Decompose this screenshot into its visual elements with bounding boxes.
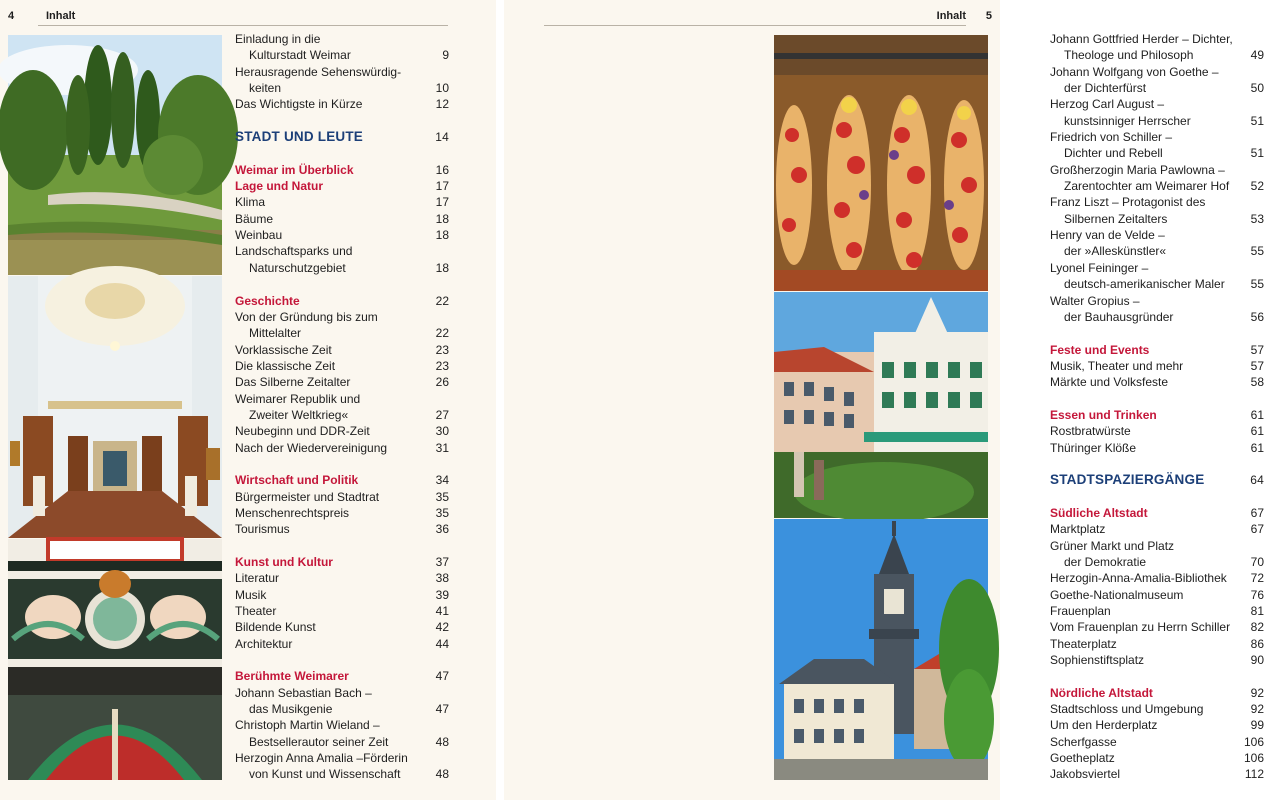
toc-page-number: 64 bbox=[1250, 473, 1264, 488]
toc-entry bbox=[1050, 276, 1264, 292]
right-page bbox=[504, 0, 1264, 800]
toc-entry-title: Kulturstadt Weimar bbox=[249, 48, 351, 63]
toc-entry-title: Klima bbox=[235, 195, 266, 210]
toc-chapter-heading bbox=[1050, 472, 1264, 488]
toc-entry-title: Berühmte Weimarer bbox=[235, 669, 349, 684]
toc-entry-title: Essen und Trinken bbox=[1050, 407, 1157, 422]
toc-page-number: 37 bbox=[435, 555, 449, 569]
toc-entry-title: Johann Sebastian Bach – bbox=[235, 685, 372, 700]
toc-entry bbox=[235, 374, 449, 390]
toc-page-number: 49 bbox=[1250, 48, 1264, 63]
toc-entry-title: kunstsinniger Herrscher bbox=[1064, 113, 1191, 128]
toc-page-number: 76 bbox=[1250, 587, 1264, 602]
toc-entry bbox=[235, 423, 449, 439]
toc-entry-title: Mittelalter bbox=[249, 326, 302, 341]
toc-entry bbox=[235, 489, 449, 505]
toc-entry-title: Herausragende Sehenswürdig- bbox=[235, 64, 402, 79]
toc-entry bbox=[1050, 178, 1264, 194]
toc-entry-title: Menschenrechtspreis bbox=[235, 505, 350, 520]
toc-entry-title: Das Wichtigste in Kürze bbox=[235, 97, 363, 112]
toc-entry bbox=[1050, 554, 1264, 570]
toc-entry-title: Jakobsviertel bbox=[1050, 767, 1121, 782]
toc-page-number: 22 bbox=[435, 293, 449, 308]
toc-entry-title: Lage und Natur bbox=[235, 179, 324, 194]
toc-page-number: 14 bbox=[435, 130, 449, 145]
toc-entry-title: das Musikgenie bbox=[249, 702, 333, 717]
toc-entry bbox=[1050, 243, 1264, 259]
toc-page-number: 47 bbox=[435, 702, 449, 717]
toc-entry-title: Herzogin-Anna-Amalia-Bibliothek bbox=[1050, 571, 1227, 586]
toc-entry bbox=[1050, 96, 1264, 112]
toc-entry-title: Wirtschaft und Politik bbox=[235, 473, 359, 488]
toc-page-number: 26 bbox=[435, 375, 449, 390]
toc-section-heading bbox=[1050, 342, 1264, 358]
castle-tower-photo bbox=[774, 519, 988, 780]
toc-entry-title: Vorklassische Zeit bbox=[235, 342, 332, 357]
toc-page-number: 70 bbox=[1250, 555, 1264, 569]
market-stall-photo bbox=[774, 35, 988, 291]
toc-spacer bbox=[1050, 456, 1264, 472]
ornament-photo bbox=[8, 539, 222, 780]
toc-entry-title: Walter Gropius – bbox=[1050, 293, 1140, 308]
toc-page-number: 82 bbox=[1250, 620, 1264, 635]
toc-entry bbox=[1050, 766, 1264, 782]
toc-page-number: 38 bbox=[435, 571, 449, 586]
toc-entry bbox=[1050, 619, 1264, 635]
toc-entry-title: STADT UND LEUTE bbox=[235, 129, 363, 145]
toc-section-heading bbox=[1050, 685, 1264, 701]
toc-entry bbox=[235, 685, 449, 701]
toc-entry-title: Südliche Altstadt bbox=[1050, 505, 1148, 520]
right-page-number: 5 bbox=[985, 10, 992, 22]
toc-section-heading bbox=[235, 472, 449, 488]
toc-page-number: 61 bbox=[1250, 407, 1264, 422]
toc-entry-title: Zarentochter am Weimarer Hof bbox=[1064, 179, 1230, 194]
toc-page-number: 48 bbox=[435, 767, 449, 782]
toc-page-number: 55 bbox=[1250, 277, 1264, 292]
toc-entry bbox=[1050, 440, 1264, 456]
toc-page-number: 57 bbox=[1250, 342, 1264, 357]
toc-page-number: 30 bbox=[435, 424, 449, 439]
toc-entry-title: STADTSPAZIERGÄNGE bbox=[1050, 472, 1205, 488]
toc-entry bbox=[235, 636, 449, 652]
toc-entry bbox=[1050, 113, 1264, 129]
toc-entry-title: deutsch-amerikanischer Maler bbox=[1064, 277, 1225, 292]
toc-page-number: 99 bbox=[1250, 718, 1264, 733]
toc-spacer bbox=[1050, 391, 1264, 407]
toc-entry bbox=[1050, 129, 1264, 145]
toc-entry-title: Feste und Events bbox=[1050, 342, 1150, 357]
toc-page-number: 18 bbox=[435, 228, 449, 243]
toc-entry-title: Goethe-Nationalmuseum bbox=[1050, 587, 1184, 602]
toc-entry-title: Die klassische Zeit bbox=[235, 358, 336, 373]
toc-spacer bbox=[235, 276, 449, 292]
toc-entry bbox=[235, 194, 449, 210]
toc-entry-title: der Bauhausgründer bbox=[1064, 309, 1174, 324]
toc-section-heading bbox=[235, 162, 449, 178]
toc-page-number: 67 bbox=[1250, 505, 1264, 520]
toc-entry bbox=[1050, 293, 1264, 309]
toc-entry bbox=[235, 227, 449, 243]
toc-page-number: 44 bbox=[435, 636, 449, 651]
toc-page-number: 12 bbox=[435, 97, 449, 112]
toc-entry bbox=[1050, 717, 1264, 733]
toc-page-number: 106 bbox=[1243, 751, 1264, 766]
toc-entry-title: Goetheplatz bbox=[1050, 751, 1115, 766]
left-page bbox=[0, 0, 496, 800]
toc-entry bbox=[235, 96, 449, 112]
right-running-title: Inhalt bbox=[936, 10, 966, 22]
toc-entry bbox=[235, 619, 449, 635]
toc-entry bbox=[235, 358, 449, 374]
toc-entry-title: Scherfgasse bbox=[1050, 734, 1117, 749]
toc-entry-title: Nach der Wiedervereinigung bbox=[235, 440, 388, 455]
toc-page-number: 90 bbox=[1250, 653, 1264, 668]
toc-entry-title: Grüner Markt und Platz bbox=[1050, 538, 1175, 553]
toc-entry bbox=[235, 64, 449, 80]
toc-page-number: 92 bbox=[1250, 702, 1264, 717]
toc-entry bbox=[235, 750, 449, 766]
toc-entry bbox=[235, 603, 449, 619]
left-page-number: 4 bbox=[8, 10, 15, 22]
toc-entry-title: Das Silberne Zeitalter bbox=[235, 375, 351, 390]
toc-entry-title: Franz Liszt – Protagonist des bbox=[1050, 195, 1206, 210]
toc-page-number: 58 bbox=[1250, 375, 1264, 390]
toc-page-number: 53 bbox=[1250, 211, 1264, 226]
toc-page-number: 56 bbox=[1250, 309, 1264, 324]
toc-entry-title: Bäume bbox=[235, 211, 274, 226]
toc-entry bbox=[235, 587, 449, 603]
toc-page-number: 50 bbox=[1250, 81, 1264, 96]
toc-page-number: 17 bbox=[435, 195, 449, 210]
toc-page-number: 51 bbox=[1250, 146, 1264, 161]
toc-entry-title: Nördliche Altstadt bbox=[1050, 685, 1153, 700]
toc-spacer bbox=[235, 538, 449, 554]
toc-section-heading bbox=[1050, 407, 1264, 423]
toc-entry bbox=[235, 342, 449, 358]
toc-section-heading bbox=[235, 668, 449, 684]
toc-entry bbox=[1050, 227, 1264, 243]
toc-entry bbox=[1050, 309, 1264, 325]
toc-entry-title: Johann Wolfgang von Goethe – bbox=[1050, 64, 1219, 79]
toc-left-column bbox=[235, 31, 449, 783]
toc-entry-title: Johann Gottfried Herder – Dichter, bbox=[1050, 32, 1233, 46]
toc-entry-title: Christoph Martin Wieland – bbox=[235, 718, 380, 733]
toc-entry-title: Bürgermeister und Stadtrat bbox=[235, 489, 380, 504]
toc-page-number: 61 bbox=[1250, 424, 1264, 439]
toc-entry bbox=[1050, 260, 1264, 276]
park-photo bbox=[8, 35, 222, 275]
toc-entry-title: der Demokratie bbox=[1064, 555, 1147, 569]
toc-entry bbox=[1050, 750, 1264, 766]
toc-entry bbox=[235, 325, 449, 341]
toc-page-number: 23 bbox=[435, 342, 449, 357]
toc-entry-title: Um den Herderplatz bbox=[1050, 718, 1158, 733]
toc-page-number: 17 bbox=[435, 179, 449, 194]
toc-entry bbox=[1050, 603, 1264, 619]
toc-entry bbox=[1050, 64, 1264, 80]
toc-page-number: 16 bbox=[435, 162, 449, 177]
toc-entry bbox=[235, 80, 449, 96]
toc-entry-title: Theaterplatz bbox=[1050, 636, 1117, 651]
toc-entry-title: Weimarer Republik und bbox=[235, 391, 361, 406]
toc-entry-title: Rostbratwürste bbox=[1050, 424, 1131, 439]
toc-entry bbox=[1050, 374, 1264, 390]
toc-spacer bbox=[235, 652, 449, 668]
toc-page-number: 18 bbox=[435, 211, 449, 226]
toc-page-number: 67 bbox=[1250, 522, 1264, 537]
toc-spacer bbox=[1050, 325, 1264, 341]
toc-entry bbox=[1050, 652, 1264, 668]
left-running-title: Inhalt bbox=[46, 10, 76, 22]
toc-entry bbox=[235, 717, 449, 733]
toc-entry-title: Zweiter Weltkrieg« bbox=[249, 407, 349, 422]
toc-entry bbox=[1050, 701, 1264, 717]
toc-page-number: 39 bbox=[435, 587, 449, 602]
toc-entry-title: Vom Frauenplan zu Herrn Schiller bbox=[1050, 620, 1231, 635]
toc-entry-title: Bildende Kunst bbox=[235, 620, 316, 635]
toc-entry bbox=[1050, 162, 1264, 178]
toc-section-heading bbox=[235, 293, 449, 309]
toc-page-number: 42 bbox=[435, 620, 449, 635]
toc-page-number: 81 bbox=[1250, 604, 1264, 619]
toc-entry bbox=[235, 570, 449, 586]
toc-page-number: 47 bbox=[435, 669, 449, 684]
toc-entry bbox=[1050, 145, 1264, 161]
toc-spacer bbox=[1050, 489, 1264, 505]
toc-entry-title: Von der Gründung bis zum bbox=[235, 309, 378, 324]
toc-section-heading bbox=[235, 554, 449, 570]
toc-page-number: 52 bbox=[1250, 179, 1264, 194]
toc-spacer bbox=[235, 456, 449, 472]
toc-entry-title: Weinbau bbox=[235, 228, 283, 243]
toc-entry-title: Silbernen Zeitalters bbox=[1064, 211, 1168, 226]
toc-entry-title: Stadtschloss und Umgebung bbox=[1050, 702, 1204, 717]
toc-entry-title: von Kunst und Wissenschaft bbox=[249, 767, 401, 782]
toc-right-column bbox=[1050, 31, 1264, 783]
toc-entry-title: Musik bbox=[235, 587, 267, 602]
right-header-rule bbox=[544, 25, 966, 26]
toc-entry-title: Herzogin Anna Amalia –Förderin bbox=[235, 751, 408, 766]
toc-page-number: 55 bbox=[1250, 244, 1264, 259]
toc-page-number: 27 bbox=[435, 407, 449, 422]
toc-spacer bbox=[235, 113, 449, 129]
toc-entry bbox=[1050, 570, 1264, 586]
toc-entry-title: Henry van de Velde – bbox=[1050, 228, 1165, 243]
toc-section-heading bbox=[235, 178, 449, 194]
toc-entry-title: Literatur bbox=[235, 571, 280, 586]
toc-entry-title: Friedrich von Schiller – bbox=[1050, 130, 1173, 145]
toc-page-number: 36 bbox=[435, 522, 449, 537]
toc-spacer bbox=[1050, 668, 1264, 684]
toc-entry bbox=[1050, 47, 1264, 63]
toc-page-number: 31 bbox=[435, 440, 449, 455]
toc-chapter-heading bbox=[235, 129, 449, 145]
toc-entry bbox=[235, 211, 449, 227]
toc-entry-title: Bestsellerautor seiner Zeit bbox=[249, 734, 389, 749]
toc-entry bbox=[1050, 538, 1264, 554]
town-hall-photo bbox=[774, 292, 988, 518]
toc-page-number: 61 bbox=[1250, 440, 1264, 455]
toc-entry-title: Architektur bbox=[235, 636, 293, 651]
toc-entry-title: Naturschutzgebiet bbox=[249, 260, 346, 275]
toc-entry bbox=[235, 309, 449, 325]
toc-entry-title: Einladung in die bbox=[235, 32, 321, 46]
toc-entry-title: Märkte und Volksfeste bbox=[1050, 375, 1169, 390]
toc-entry bbox=[235, 440, 449, 456]
toc-entry bbox=[235, 766, 449, 782]
toc-entry bbox=[235, 521, 449, 537]
toc-entry-title: Thüringer Klöße bbox=[1050, 440, 1137, 455]
toc-page-number: 112 bbox=[1244, 767, 1264, 782]
toc-page-number: 18 bbox=[435, 260, 449, 275]
toc-entry-title: Theologe und Philosoph bbox=[1064, 48, 1194, 63]
toc-entry bbox=[235, 260, 449, 276]
toc-entry bbox=[1050, 31, 1264, 47]
toc-entry bbox=[235, 243, 449, 259]
toc-entry-title: keiten bbox=[249, 81, 282, 96]
toc-entry-title: Weimar im Überblick bbox=[235, 162, 354, 177]
toc-entry-title: Dichter und Rebell bbox=[1064, 146, 1163, 161]
toc-entry-title: Sophienstiftsplatz bbox=[1050, 653, 1145, 668]
toc-page-number: 9 bbox=[442, 48, 449, 63]
toc-entry-title: Theater bbox=[235, 604, 277, 619]
toc-page-number: 34 bbox=[435, 473, 449, 488]
toc-page-number: 86 bbox=[1250, 636, 1264, 651]
toc-entry-title: Kunst und Kultur bbox=[235, 555, 333, 569]
toc-entry-title: Großherzogin Maria Pawlowna – bbox=[1050, 162, 1225, 177]
toc-entry bbox=[1050, 636, 1264, 652]
toc-entry bbox=[235, 391, 449, 407]
toc-entry-title: Neubeginn und DDR-Zeit bbox=[235, 424, 370, 439]
toc-section-heading bbox=[1050, 505, 1264, 521]
toc-entry-title: der Dichterfürst bbox=[1064, 81, 1147, 96]
toc-entry-title: Herzog Carl August – bbox=[1050, 97, 1165, 112]
toc-entry bbox=[1050, 734, 1264, 750]
toc-entry-title: Tourismus bbox=[235, 522, 290, 537]
toc-page-number: 41 bbox=[435, 604, 449, 619]
toc-page-number: 10 bbox=[435, 81, 449, 96]
library-photo bbox=[8, 276, 222, 538]
toc-entry bbox=[1050, 211, 1264, 227]
toc-page-number: 106 bbox=[1243, 734, 1264, 749]
toc-entry bbox=[1050, 423, 1264, 439]
toc-entry-title: Frauenplan bbox=[1050, 604, 1111, 619]
toc-page-number: 72 bbox=[1250, 571, 1264, 586]
toc-entry bbox=[235, 47, 449, 63]
toc-entry bbox=[235, 407, 449, 423]
toc-page-number: 92 bbox=[1250, 685, 1264, 700]
toc-page-number: 57 bbox=[1250, 358, 1264, 373]
toc-entry-title: Musik, Theater und mehr bbox=[1050, 358, 1184, 373]
toc-page-number: 23 bbox=[435, 358, 449, 373]
toc-entry-title: Landschaftsparks und bbox=[235, 244, 353, 259]
toc-entry-title: Geschichte bbox=[235, 293, 300, 308]
toc-page-number: 35 bbox=[435, 489, 449, 504]
toc-entry bbox=[1050, 587, 1264, 603]
toc-entry bbox=[1050, 80, 1264, 96]
toc-entry bbox=[235, 505, 449, 521]
toc-page-number: 22 bbox=[435, 326, 449, 341]
toc-entry bbox=[235, 701, 449, 717]
toc-page-number: 35 bbox=[435, 505, 449, 520]
left-header-rule bbox=[38, 25, 448, 26]
toc-entry bbox=[1050, 358, 1264, 374]
toc-entry bbox=[235, 734, 449, 750]
toc-entry-title: Marktplatz bbox=[1050, 522, 1106, 537]
toc-page-number: 48 bbox=[435, 734, 449, 749]
toc-entry bbox=[1050, 521, 1264, 537]
toc-entry bbox=[235, 31, 449, 47]
toc-entry bbox=[1050, 194, 1264, 210]
toc-spacer bbox=[235, 145, 449, 161]
toc-entry-title: der »Alleskünstler« bbox=[1064, 244, 1167, 259]
toc-page-number: 51 bbox=[1250, 113, 1264, 128]
toc-entry-title: Lyonel Feininger – bbox=[1050, 260, 1149, 275]
